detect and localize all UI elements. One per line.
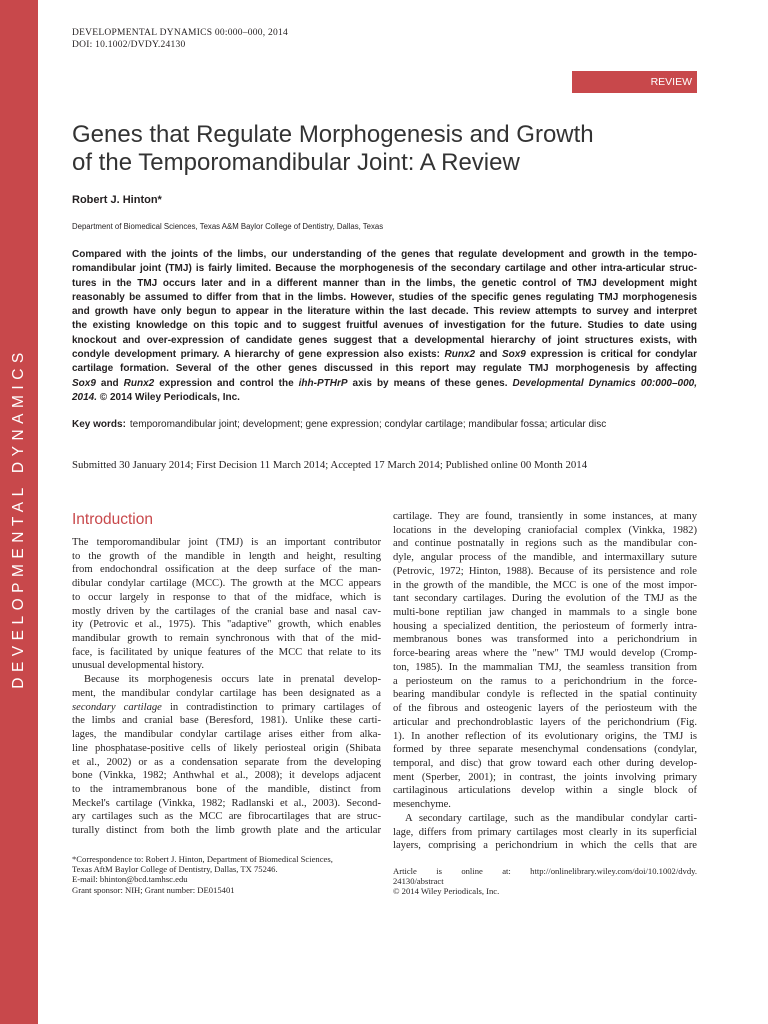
- abstract-line: tures in the TMJ occurs later and in a different manner than in the limbs, the genetic control of TMJ development might: [72, 277, 697, 289]
- abstract-line: romandibular joint (TMJ) is fairly limited. Because the morphogenesis of the secondary cartilage and other intra-articular struc-: [72, 263, 697, 275]
- body-line: turally distinct from both the limb growth plate and the articular: [72, 825, 381, 837]
- online-footnote: [393, 866, 697, 897]
- body-line-italic: secondary cartilage: [72, 701, 162, 713]
- abstract-line-italic: Sox9: [72, 377, 96, 389]
- abstract-line-italic: ihh-PTHrP: [298, 377, 348, 389]
- body-line: lage, differs from primary cartilages most clearly in its superficial: [393, 826, 697, 838]
- body-line: and continue postnatally in regions such as the mandibular con-: [393, 538, 697, 550]
- keywords: [72, 418, 606, 432]
- body-line: formed by three separate mesenchymal condensations (condylar,: [393, 744, 697, 756]
- body-line: A secondary cartilage, such as the mandibular condylar carti-: [405, 812, 697, 824]
- abstract-line-italic: Developmental Dynamics 00:000–000,: [512, 377, 697, 389]
- abstract-line: the existing knowledge on this topic and to suggest fruitful avenues of investigation for the future. Studies to date using: [72, 320, 697, 332]
- title-line: Genes that Regulate Morphogenesis and Growth: [72, 121, 594, 148]
- abstract-line-italic: 2014.: [72, 391, 98, 403]
- abstract-line-segment: and: [95, 377, 124, 389]
- body-line: ity (Petrovic et al., 1975). This "adaptive" growth, which enables: [72, 619, 381, 631]
- abstract-line-segment: expression and control the: [154, 377, 299, 389]
- body-line: ary cartilages such as the MCC are fibrocartilages that are struc-: [72, 811, 381, 823]
- abstract-line: cartilage formation. Several of the other genes discussed in this report may regulate TMJ morphogenesis by affecting: [72, 363, 697, 375]
- body-line: et al., 2002) or as a condensation separate from the developing: [72, 756, 381, 768]
- body-line: ton, 1985). In the mammalian TMJ, the seamless transition from: [393, 661, 697, 673]
- abstract-line: [72, 391, 697, 405]
- correspondence-footnote: [72, 854, 381, 895]
- title-line: of the Temporomandibular Joint: A Review: [72, 149, 520, 176]
- body-line: unusual developmental history.: [72, 660, 205, 672]
- body-line: articular and prechondroblastic layers of the perichondrium (Fig.: [393, 716, 697, 728]
- author-affiliation: Department of Biomedical Sciences, Texas A&M Baylor College of Dentistry, Dallas, Texas: [72, 222, 384, 231]
- body-line: to the intramembranous bone of the mandible, distinct from: [72, 783, 381, 795]
- body-line: mandibular growth to remain synchronous with that of the mid-: [72, 633, 381, 645]
- footnote-email: E-mail: bhinton@bcd.tamhsc.edu: [72, 874, 188, 885]
- body-line: bearing mandibular condyle is reflected in the spatial continuity: [393, 689, 697, 701]
- abstract-line-segment: © 2014 Wiley Periodicals, Inc.: [97, 391, 240, 403]
- body-line: ment, the mandibular condylar cartilage has been designated as a: [72, 687, 381, 699]
- abstract-line: [72, 348, 697, 362]
- journal-citation: DEVELOPMENTAL DYNAMICS 00:000–000, 2014: [72, 28, 289, 38]
- body-line: of the fibrous and osteogenic layers of the periosteum with the: [393, 703, 697, 715]
- keywords-label: Key words:: [72, 419, 126, 430]
- submission-history: Submitted 30 January 2014; First Decision 11 March 2014; Accepted 17 March 2014; Published online 00 Month 2014: [72, 459, 588, 471]
- doi: DOI: 10.1002/DVDY.24130: [72, 40, 186, 50]
- body-line: ment (Sperber, 2001); in contrast, the joints involving primary: [393, 771, 697, 783]
- footnote-copyright: © 2014 Wiley Periodicals, Inc.: [393, 886, 500, 897]
- abstract-line-italic: Runx2: [444, 349, 476, 361]
- body-line: 1). In another reflection of its evolutionary origins, the TMJ is: [393, 730, 697, 742]
- keywords-terms: temporomandibular joint; development; gene expression; condylar cartilage; mandibular fossa; articular disc: [129, 419, 607, 430]
- body-line: a periosteum on the ramus to a perichondrium in the force-: [393, 675, 697, 687]
- body-line: Because its morphogenesis occurs late in prenatal develop-: [84, 674, 381, 686]
- article-type-label: REVIEW: [650, 76, 692, 88]
- abstract-line: knockout and over-expression of candidate genes suggest that a developmental hierarchy of joint structures exists, with: [72, 334, 697, 346]
- body-line: face, is facilitated by unique features of the MCC that relate to its: [72, 646, 381, 658]
- body-line: in the growth of the mandible, the MCC is one of the most impor-: [393, 579, 697, 591]
- abstract-line: Compared with the joints of the limbs, our understanding of the genes that regulate development and growth in the tempo-: [72, 249, 697, 260]
- footnote-url-line: Article is online at: http://onlinelibrary.wiley.com/doi/10.1002/dvdy.: [393, 866, 697, 876]
- body-line: Meckel's cartilage (Vinkka, 1982; Radlanski et al., 2003). Second-: [72, 797, 381, 809]
- body-line-segment: in contradistinction to primary cartilages of: [161, 701, 381, 713]
- body-line: line phosphatase-positive cells of likely periosteal origin (Shibata: [72, 742, 381, 754]
- body-line: temporal, and disc) that grow toward each other during develop-: [393, 757, 697, 769]
- abstract-line-italic: Sox9: [501, 349, 526, 361]
- abstract: [72, 248, 697, 405]
- body-line: tant secondary cartilages. During the evolution of the TMJ as the: [393, 593, 697, 605]
- body-line: [72, 701, 381, 715]
- body-line: dyle, angular process of the mandible, and intermaxillary suture: [393, 552, 697, 564]
- body-line: lages, the mandibular condylar cartilage arises either from alka-: [72, 729, 381, 741]
- footnote-line: Grant sponsor: NIH; Grant number: DE015401: [72, 884, 235, 895]
- author-name: Robert J. Hinton*: [72, 194, 162, 206]
- section-heading: Introduction: [72, 511, 153, 528]
- left-column: [72, 536, 381, 838]
- body-line: The temporomandibular joint (TMJ) is an important contributor: [72, 537, 381, 548]
- body-line: layers, comprising a perichondrium in which the cells that are: [393, 840, 697, 852]
- body-line: mostly driven by the cartilages of the cranial base and nasal cav-: [72, 605, 381, 617]
- sidebar-journal-name: DEVELOPMENTAL DYNAMICS: [10, 347, 27, 689]
- right-column: [393, 510, 697, 853]
- abstract-line: reasonably be assumed to differ from that in the limbs. However, studies of the specific genes regulating TMJ morphogenesis: [72, 291, 697, 303]
- body-line: dibular condylar cartilage (MCC). The growth at the MCC appears: [72, 578, 381, 590]
- body-line: multi-bone reptilian jaw changed in mammals to a single bone: [393, 607, 697, 619]
- footnote-url-line: 24130/abstract: [393, 876, 444, 887]
- abstract-line-segment: expression is critical for condylar: [525, 349, 697, 361]
- abstract-line-segment: axis by means of these genes.: [347, 377, 513, 389]
- abstract-line: [72, 377, 697, 391]
- body-line: from endochondral ossification at the deep surface of the man-: [72, 564, 381, 576]
- body-line: force-bearing areas where the "new" TMJ would develop (Cromp-: [393, 648, 697, 660]
- abstract-line-segment: condyle development primary. A hierarchy of gene expression also exists:: [72, 349, 445, 361]
- body-line: housing a specialized dentition, the periosteum of formerly intra-: [393, 620, 697, 632]
- body-line: membranous bones was transformed into a perichondrium in: [393, 634, 697, 646]
- abstract-line: and growth have only begun to appear in the literature within the last decade. This review attempts to survey and interpret: [72, 306, 697, 318]
- article-type-banner: [572, 71, 697, 93]
- body-line: to the growth of the mandible in length and height, resulting: [72, 550, 381, 562]
- body-line: mesenchyme.: [393, 799, 451, 811]
- body-line: (Petrovic, 1972; Hinton, 1988). Because of its persistence and role: [393, 565, 697, 577]
- abstract-line-italic: Runx2: [123, 377, 155, 389]
- body-line: cartilage. They are found, transiently in some instances, at many: [393, 511, 697, 522]
- body-line: cartilaginous articulations develop within a single block of: [393, 785, 697, 797]
- body-line: the limbs and cranial base (Beresford, 1981). Unlike these carti-: [72, 715, 381, 727]
- body-line: to occur largely in response to that of the midface, which is: [72, 591, 381, 603]
- body-line: bone (Vinkka, 1982; Anthwhal et al., 2008); it develops adjacent: [72, 770, 381, 782]
- footnote-line: Texas AftM Baylor College of Dentistry, Dallas, TX 75246.: [72, 864, 278, 875]
- journal-sidebar: [0, 0, 38, 1024]
- abstract-line-segment: and: [475, 349, 502, 361]
- article-title: [72, 121, 594, 177]
- body-line: locations in the developing craniofacial complex (Vinkka, 1982): [393, 524, 697, 536]
- footnote-line: *Correspondence to: Robert J. Hinton, Department of Biomedical Sciences,: [72, 854, 333, 864]
